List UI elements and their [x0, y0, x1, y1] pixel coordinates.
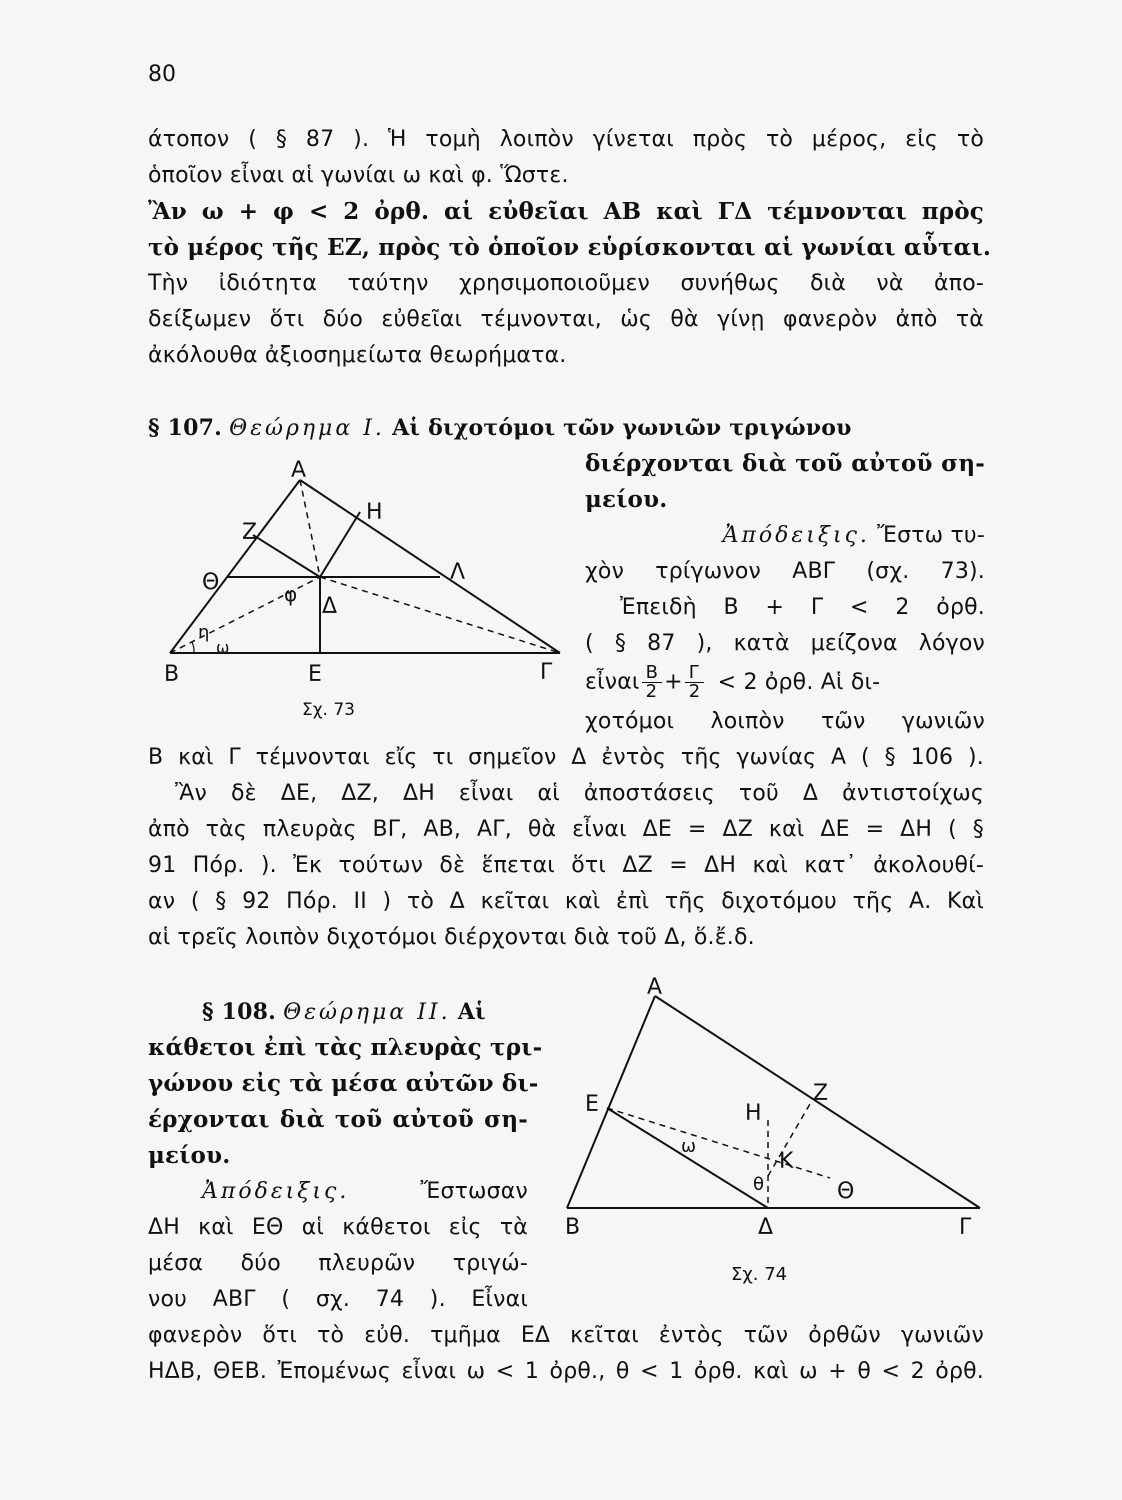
- label-eta: η: [198, 622, 210, 643]
- proof-text: < 2 ὀρθ. Αἱ δι-: [717, 669, 881, 695]
- proof-line: ΗΔΒ, ΘΕΒ. Ἐπομένως εἶναι ω < 1 ὀρθ., θ < 1 ὀρθ. καὶ ω + θ < 2 ὀρθ.: [148, 1359, 984, 1384]
- bold-statement-line: Ἂν ω + φ < 2 ὀρθ. αἱ εὐθεῖαι ΑΒ καὶ ΓΔ τέμνονται πρὸς: [148, 198, 984, 225]
- label-H: Η: [366, 500, 383, 525]
- figure-74: [555, 968, 985, 1298]
- figure-73: [150, 455, 570, 725]
- proof-line: Ἂν δὲ ΔΕ, ΔΖ, ΔΗ εἶναι αἱ ἀποστάσεις τοῦ Δ ἀντιστοίχως: [175, 781, 984, 806]
- label-A: Α: [647, 975, 663, 1000]
- section-number: § 107.: [148, 415, 222, 441]
- theorem-label: Θεώρημα II.: [283, 1000, 451, 1025]
- text-line: άτοπον ( § 87 ). Ἡ τομὴ λοιπὸν γίνεται πρὸς τὸ μέρος, εἰς τὸ: [148, 127, 984, 152]
- theorem-107-heading: [148, 410, 984, 446]
- label-A: Α: [291, 458, 307, 483]
- proof-line: Β καὶ Γ τέμνονται εἴς τι σημεῖον Δ ἐντὸς τῆς γωνίας Α ( § 106 ).: [148, 745, 984, 770]
- theorem-title-line: μείου.: [148, 1142, 231, 1169]
- proof-line: [585, 518, 985, 554]
- label-Gamma: Γ: [540, 660, 553, 685]
- theorem-108-heading: [148, 994, 528, 1030]
- label-E: Ε: [308, 662, 322, 687]
- proof-line: αν ( § 92 Πόρ. II ) τὸ Δ κεῖται καὶ ἐπὶ τῆς διχοτόμου τῆς Α. Καὶ: [148, 889, 984, 914]
- label-phi: φ: [284, 582, 298, 606]
- proof-text: εἶναι: [585, 669, 640, 695]
- label-Delta: Δ: [322, 594, 338, 619]
- label-B: Β: [565, 1215, 581, 1240]
- section-number: § 108.: [202, 999, 276, 1025]
- page-number: 80: [148, 62, 176, 87]
- proof-fraction-line: [585, 664, 985, 704]
- figure-caption: Σχ. 73: [302, 700, 356, 720]
- proof-line: νου ΑΒΓ ( σχ. 74 ). Εἶναι: [148, 1287, 528, 1312]
- proof-text: Ἔστω τυ-: [877, 523, 985, 548]
- label-Delta: Δ: [758, 1215, 774, 1240]
- label-E: Ε: [585, 1092, 599, 1117]
- proof-line: [202, 1174, 528, 1210]
- bold-statement-line: τὸ μέρος τῆς ΕΖ, πρὸς τὸ ὁποῖον εὑρίσκονται αἱ γωνίαι αὗται.: [148, 234, 992, 261]
- text-line: ὁποῖον εἶναι αἱ γωνίαι ω καὶ φ. Ὥστε.: [148, 163, 569, 188]
- fraction: $\frac{B}{2}$: [642, 664, 663, 701]
- theorem-title-line: διέρχονται διὰ τοῦ αὐτοῦ ση-: [585, 450, 985, 477]
- fraction: $\frac{\Gamma}{2}$: [685, 664, 705, 701]
- label-Theta: Θ: [202, 570, 220, 595]
- label-Z: Ζ: [813, 1081, 829, 1106]
- label-Z: Ζ: [242, 520, 258, 545]
- proof-line: ἀπὸ τὰς πλευρὰς ΒΓ, ΑΒ, ΑΓ, θὰ εἶναι ΔΕ = ΔΖ καὶ ΔΕ = ΔΗ ( §: [148, 817, 984, 842]
- theorem-title: Αἱ: [457, 999, 486, 1025]
- text-line: Τὴν ἰδιότητα ταύτην χρησιμοποιοῦμεν συνήθως διὰ νὰ ἀπο-: [148, 271, 984, 296]
- theorem-title-line: κάθετοι ἐπὶ τὰς πλευρὰς τρι-: [148, 1034, 543, 1061]
- text-line: ἀκόλουθα ἀξιοσημείωτα θεωρήματα.: [148, 343, 567, 368]
- proof-line: φανερὸν ὅτι τὸ εὐθ. τμῆμα ΕΔ κεῖται ἐντὸς τῶν ὀρθῶν γωνιῶν: [148, 1323, 984, 1348]
- proof-line: χοτόμοι λοιπὸν τῶν γωνιῶν: [585, 709, 985, 734]
- label-theta: θ: [753, 1174, 765, 1195]
- text-line: δείξωμεν ὅτι δύο εὐθεῖαι τέμνονται, ὡς θὰ γίνῃ φανερὸν ἀπὸ τὰ: [148, 307, 984, 332]
- label-H: Η: [745, 1101, 762, 1126]
- label-Theta: Θ: [837, 1179, 855, 1204]
- proof-line: ΔΗ καὶ ΕΘ αἱ κάθετοι εἰς τὰ: [148, 1215, 528, 1240]
- theorem-title-line: έρχονται διὰ τοῦ αὐτοῦ ση-: [148, 1106, 528, 1133]
- proof-label: Ἀπόδειξις.: [722, 523, 870, 548]
- label-omega: ω: [681, 1136, 697, 1157]
- label-K: Κ: [779, 1149, 794, 1174]
- proof-line: αἱ τρεῖς λοιπὸν διχοτόμοι διέρχονται διὰ τοῦ Δ, ὅ.ἔ.δ.: [148, 925, 755, 950]
- proof-line: 91 Πόρ. ). Ἐκ τούτων δὲ ἕπεται ὅτι ΔΖ = ΔΗ καὶ κατ᾽ ἀκολουθί-: [148, 853, 984, 878]
- label-omega: ω: [216, 638, 230, 657]
- proof-line: χὸν τρίγωνον ΑΒΓ (σχ. 73).: [585, 559, 985, 584]
- plus-sign: +: [664, 669, 683, 695]
- proof-line: Ἐπειδὴ Β + Γ < 2 ὀρθ.: [620, 595, 985, 620]
- theorem-label: Θεώρημα I.: [229, 416, 385, 441]
- proof-label: Ἀπόδειξις.: [202, 1179, 350, 1204]
- figure-caption: Σχ. 74: [731, 1264, 788, 1285]
- proof-text: Ἔστωσαν: [420, 1179, 528, 1204]
- proof-line: μέσα δύο πλευρῶν τριγώ-: [148, 1251, 528, 1276]
- theorem-title-line: γώνου εἰς τὰ μέσα αὐτῶν δι-: [148, 1070, 539, 1097]
- label-Gamma: Γ: [959, 1215, 972, 1240]
- label-B: Β: [164, 662, 180, 687]
- theorem-title: Αἱ διχοτόμοι τῶν γωνιῶν τριγώνου: [392, 415, 852, 441]
- label-Lambda: Λ: [450, 560, 466, 585]
- theorem-title-line: μείου.: [585, 486, 668, 513]
- proof-line: ( § 87 ), κατὰ μείζονα λόγον: [585, 631, 985, 656]
